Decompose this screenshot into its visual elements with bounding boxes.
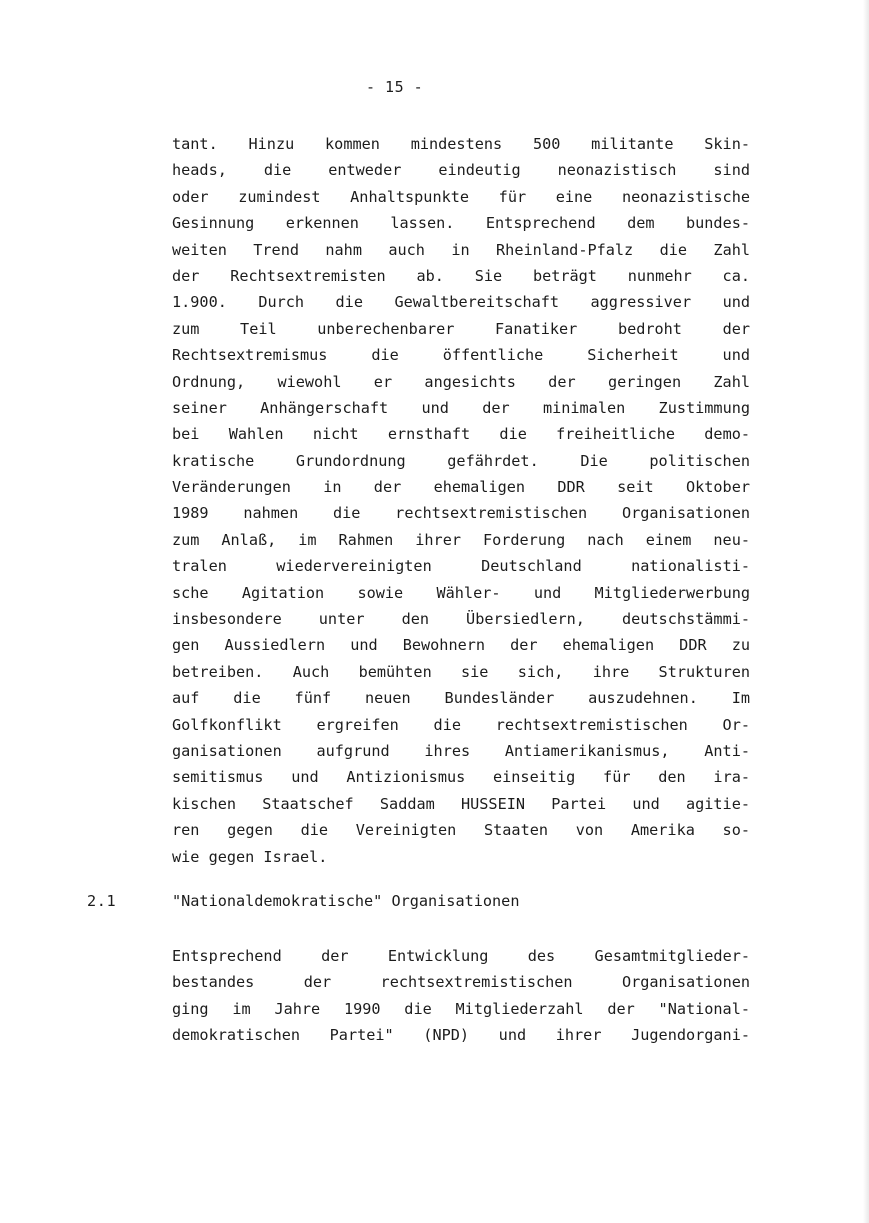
- text-line: zum Anlaß, im Rahmen ihrer Forderung nach einem neu-: [172, 530, 750, 549]
- text-line: kratische Grundordnung gefährdet. Die politischen: [172, 451, 750, 470]
- text-line: 1.900. Durch die Gewaltbereitschaft aggressiver und: [172, 293, 750, 312]
- text-line: bestandes der rechtsextremistischen Organisationen: [172, 973, 750, 992]
- text-line: sche Agitation sowie Wähler- und Mitgliederwerbung: [172, 583, 750, 602]
- text-line: bei Wahlen nicht ernsthaft die freiheitliche demo-: [172, 425, 750, 444]
- text-line: tant. Hinzu kommen mindestens 500 militante Skin-: [172, 135, 750, 153]
- text-line: wie gegen Israel.: [172, 847, 328, 866]
- section-number: 2.1: [87, 892, 117, 910]
- text-line: Gesinnung erkennen lassen. Entsprechend dem bundes-: [172, 214, 750, 233]
- text-line: weiten Trend nahm auch in Rheinland-Pfalz die Zahl: [172, 240, 750, 259]
- text-line: Rechtsextremismus die öffentliche Sicherheit und: [172, 346, 750, 365]
- text-line: gen Aussiedlern und Bewohnern der ehemaligen DDR zu: [172, 636, 750, 655]
- text-line: heads, die entweder eindeutig neonazistisch sind: [172, 161, 750, 180]
- text-line: tralen wiedervereinigten Deutschland nationalisti-: [172, 557, 750, 576]
- text-line: Entsprechend der Entwicklung des Gesamtmitglieder-: [172, 947, 750, 965]
- text-line: semitismus und Antizionismus einseitig für den ira-: [172, 768, 750, 787]
- section-title: "Nationaldemokratische" Organisationen: [172, 892, 520, 910]
- text-line: ging im Jahre 1990 die Mitgliederzahl der "National-: [172, 999, 750, 1018]
- text-line: oder zumindest Anhaltspunkte für eine neonazistische: [172, 187, 750, 206]
- paragraph-1: [172, 131, 750, 870]
- text-line: 1989 nahmen die rechtsextremistischen Organisationen: [172, 504, 750, 523]
- text-line: betreiben. Auch bemühten sie sich, ihre Strukturen: [172, 662, 750, 681]
- text-line: Ordnung, wiewohl er angesichts der geringen Zahl: [172, 372, 750, 391]
- text-line: der Rechtsextremisten ab. Sie beträgt nunmehr ca.: [172, 266, 750, 285]
- text-line: ren gegen die Vereinigten Staaten von Amerika so-: [172, 821, 750, 840]
- text-line: ganisationen aufgrund ihres Antiamerikanismus, Anti-: [172, 741, 750, 760]
- text-line: zum Teil unberechenbarer Fanatiker bedroht der: [172, 319, 750, 338]
- page-number: - 15 -: [366, 78, 424, 96]
- page-edge-shadow: [863, 0, 869, 1223]
- text-line: Golfkonflikt ergreifen die rechtsextremistischen Or-: [172, 715, 750, 734]
- text-line: insbesondere unter den Übersiedlern, deutschstämmi-: [172, 610, 750, 629]
- paragraph-2: [172, 943, 750, 1049]
- text-line: kischen Staatschef Saddam HUSSEIN Partei und agitie-: [172, 794, 750, 813]
- text-line: demokratischen Partei" (NPD) und ihrer Jugendorgani-: [172, 1026, 750, 1045]
- text-line: Veränderungen in der ehemaligen DDR seit Oktober: [172, 478, 750, 497]
- text-line: seiner Anhängerschaft und der minimalen Zustimmung: [172, 398, 750, 417]
- text-line: auf die fünf neuen Bundesländer auszudehnen. Im: [172, 689, 750, 708]
